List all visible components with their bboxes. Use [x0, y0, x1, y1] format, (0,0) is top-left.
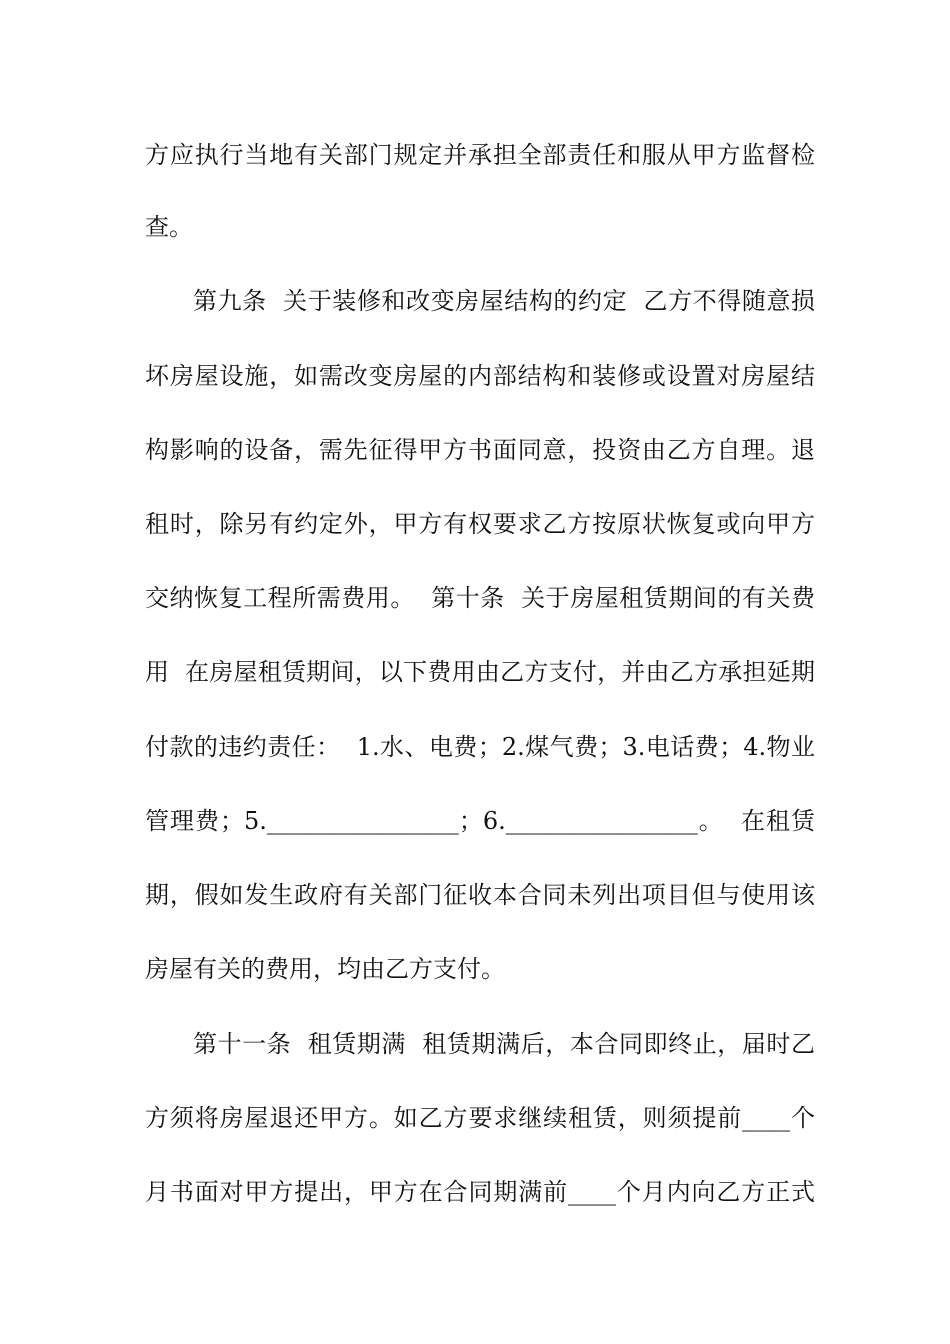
text-line: 构影响的设备，需先征得甲方书面同意，投资由乙方自理。退: [145, 436, 815, 464]
text-line: 管理费；5.________________；6.________________。 在租赁: [145, 807, 815, 835]
text-line: 用 在房屋租赁期间，以下费用由乙方支付，并由乙方承担延期: [145, 658, 815, 686]
text-line: 月书面对甲方提出，甲方在合同期满前____个月内向乙方正式: [145, 1178, 815, 1206]
text-line: 方应执行当地有关部门规定并承担全部责任和服从甲方监督检: [145, 141, 815, 169]
text-line: 查。: [145, 213, 193, 241]
text-line: 房屋有关的费用，均由乙方支付。: [145, 955, 505, 983]
text-line: 交纳恢复工程所需费用。 第十条 关于房屋租赁期间的有关费: [145, 584, 815, 612]
text-line: 方须将房屋退还甲方。如乙方要求继续租赁，则须提前____个: [145, 1104, 815, 1132]
text-line: 租时，除另有约定外，甲方有权要求乙方按原状恢复或向甲方: [145, 510, 815, 538]
article-9-heading-line: 第九条 关于装修和改变房屋结构的约定 乙方不得随意损: [193, 287, 815, 315]
text-line: 期，假如发生政府有关部门征收本合同未列出项目但与使用该: [145, 881, 815, 909]
text-line: 付款的违约责任： 1.水、电费；2.煤气费；3.电话费；4.物业: [145, 733, 815, 761]
article-11-heading-line: 第十一条 租赁期满 租赁期满后，本合同即终止，届时乙: [193, 1030, 815, 1058]
text-line: 坏房屋设施，如需改变房屋的内部结构和装修或设置对房屋结: [145, 362, 815, 390]
